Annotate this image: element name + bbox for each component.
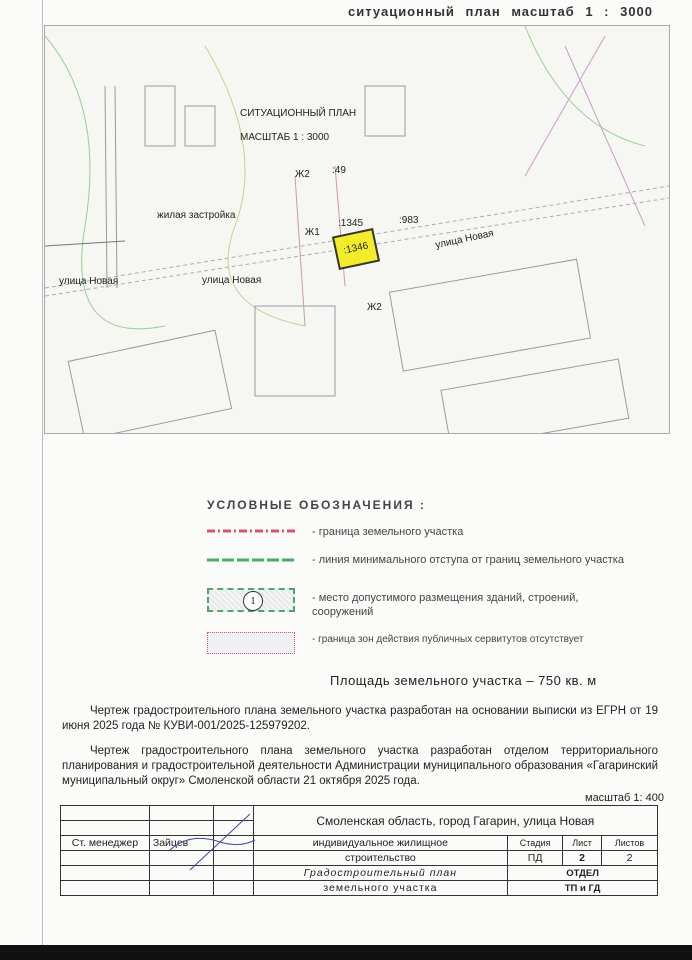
paragraph-author: Чертеж градостроительного плана земельного участка разработан отделом территориального планирования и градостроительной деятельности Администрации муниципального образования «Гагаринский муниципальный округ» Смоленской области 21 октября 2025 года.: [62, 745, 658, 787]
street-label: улица Новая: [59, 276, 119, 287]
legend-item-boundary: - граница земельного участка: [312, 526, 464, 538]
signature: [150, 812, 260, 872]
zone-label-zh2: Ж2: [295, 169, 310, 180]
doc-title-1: Градостроительный план: [253, 866, 508, 881]
zone-label-zh2: Ж2: [367, 302, 382, 313]
header-title: ситуационный план масштаб 1 : 3000: [348, 4, 654, 19]
drawing-scale: масштаб 1: 400: [585, 792, 664, 804]
parcel-label-983: :983: [399, 215, 419, 226]
role: Ст. менеджер: [61, 836, 150, 851]
dept-line-2: ТП и ГД: [508, 881, 658, 896]
boundary-line-symbol: [207, 527, 295, 535]
purpose-line-1: индивидуальное жилищное: [253, 836, 508, 851]
area-label-residential: жилая застройка: [157, 210, 236, 221]
paragraph-egrn: Чертеж градостроительного плана земельного участка разработан на основании выписки из ЕГРН от 19 июня 2025 года № КУВИ-001/2025-125979202.: [62, 705, 658, 732]
parcel-label-49: :49: [332, 165, 346, 176]
zone-label-zh1: Ж1: [305, 227, 320, 238]
legend-item-building-area: - место допустимого размещения зданий, строений, сооружений: [312, 592, 579, 618]
stage-value: ПД: [508, 851, 563, 866]
dept-line-1: ОТДЕЛ: [508, 866, 658, 881]
sheets-value: 2: [602, 851, 658, 866]
doc-title-2: земельного участка: [253, 881, 508, 896]
stage-header: Стадия: [508, 836, 563, 851]
scan-edge: [0, 945, 692, 960]
legend-title: УСЛОВНЫЕ ОБОЗНАЧЕНИЯ :: [207, 498, 426, 512]
sheets-header: Листов: [602, 836, 658, 851]
address: Смоленская область, город Гагарин, улица Новая: [253, 806, 657, 836]
building-area-symbol: [207, 588, 295, 612]
street-label: улица Новая: [202, 275, 262, 286]
parcel-area: Площадь земельного участка – 750 кв. м: [330, 673, 597, 688]
sheet-value: 2: [563, 851, 602, 866]
legend-item-setback: - линия минимального отступа от границ земельного участка: [312, 554, 624, 566]
map-title: СИТУАЦИОННЫЙ ПЛАН: [240, 108, 357, 119]
page-border: [42, 0, 43, 945]
street-label: улица Новая: [434, 227, 495, 252]
sheet-header: Лист: [563, 836, 602, 851]
setback-line-symbol: [207, 556, 295, 564]
signer-name: Зайцев: [149, 836, 213, 851]
parcel-label-1345: :1345: [338, 218, 364, 229]
situational-map: [44, 25, 670, 434]
zone-number-marker: 1: [243, 591, 263, 611]
map-linework: [45, 26, 669, 433]
target-parcel: :1346: [332, 228, 380, 270]
servitude-symbol: [207, 632, 295, 654]
legend-item-servitude: - граница зон действия публичных сервитутов отсутствует: [312, 634, 584, 645]
purpose-line-2: строительство: [253, 851, 508, 866]
map-scale: МАСШТАБ 1 : 3000: [240, 132, 330, 143]
